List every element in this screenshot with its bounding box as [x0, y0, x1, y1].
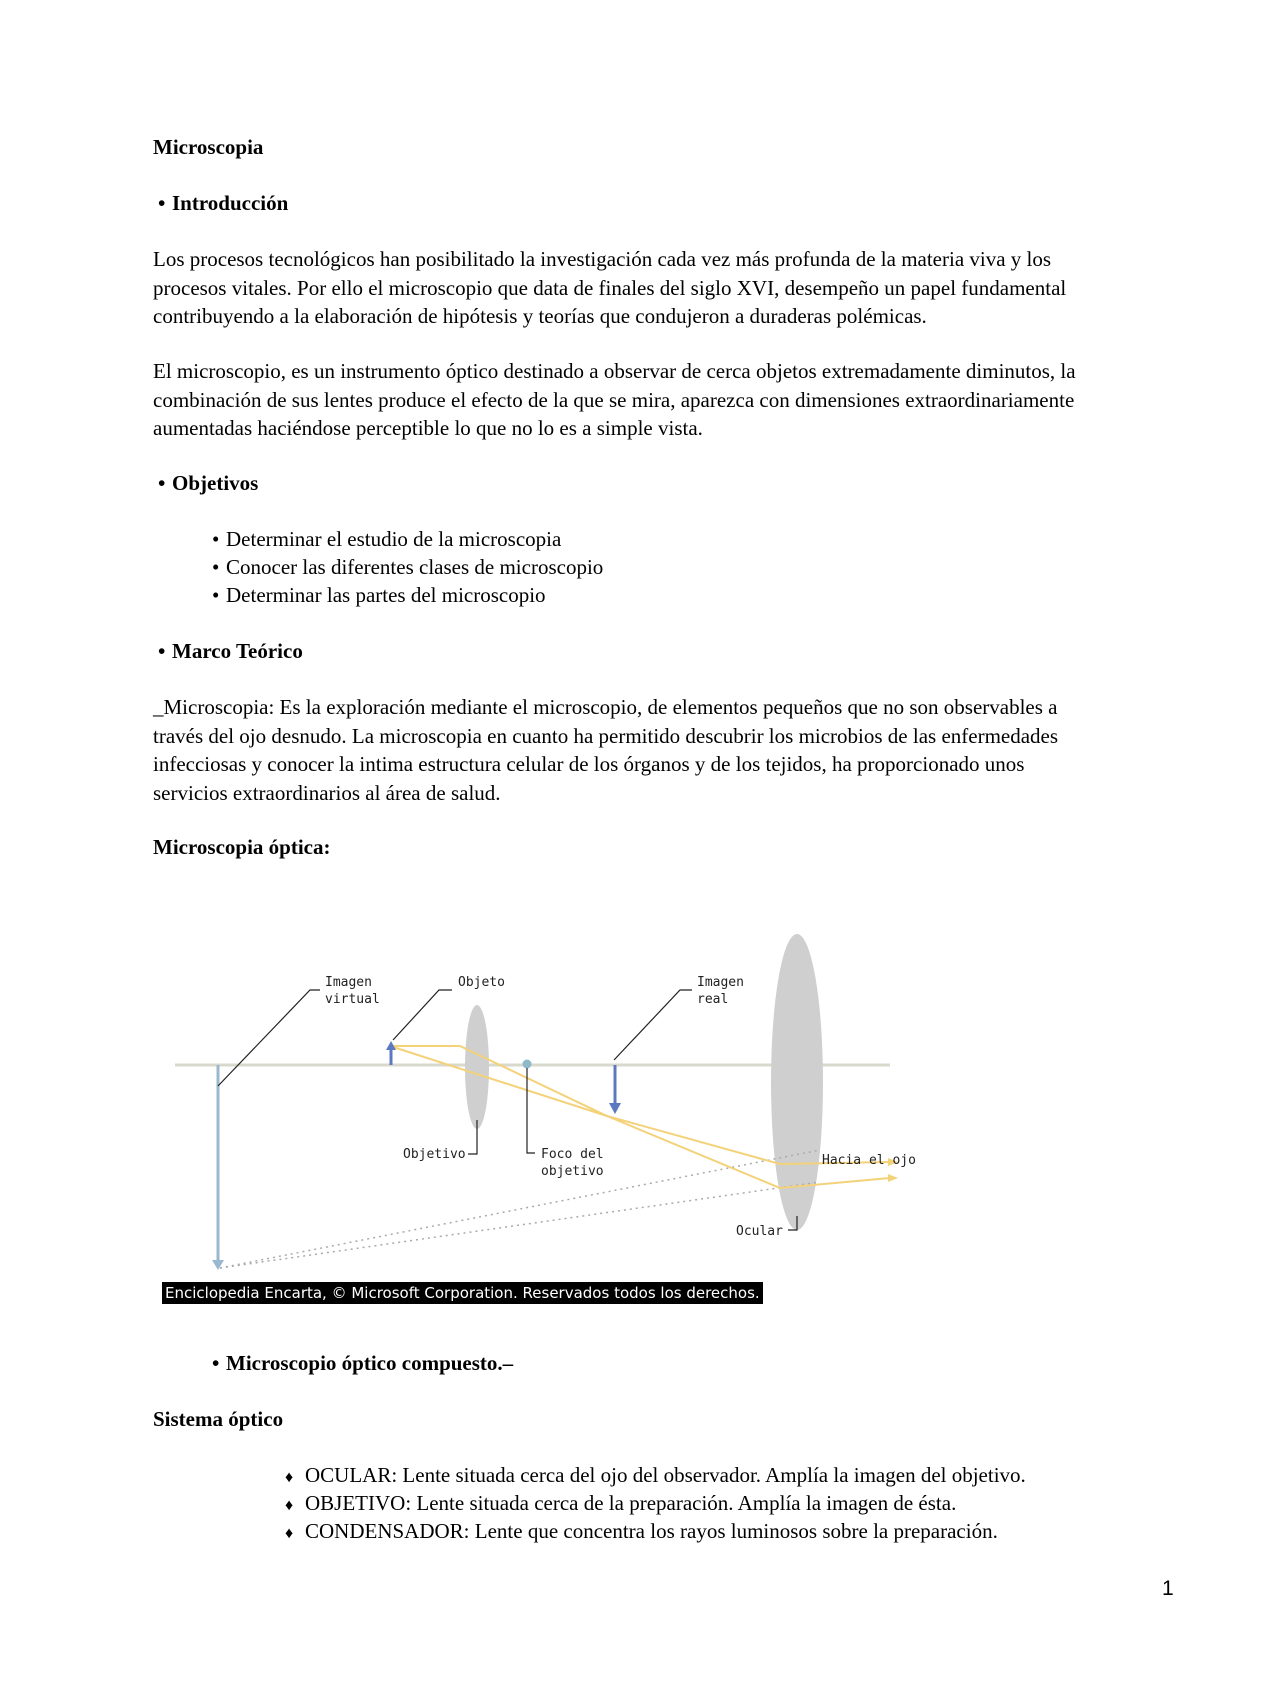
label-imagen-virtual-1: Imagen [325, 975, 372, 990]
leader-objeto [393, 990, 452, 1040]
objective-lens [465, 1005, 489, 1129]
leader-imagen-real [614, 990, 692, 1060]
list-item: • Determinar las partes del microscopio [212, 583, 546, 607]
label-objetivo: Objetivo [403, 1147, 466, 1162]
label-imagen-virtual-2: virtual [325, 992, 380, 1007]
list-item: • Determinar el estudio de la microscopia [212, 527, 562, 551]
label-ocular: Ocular [736, 1224, 783, 1239]
projection-line [220, 1182, 820, 1268]
paragraph-introduccion-1: Los procesos tecnológicos han posibilitado la investigación cada vez más profunda de la materia viva y los procesos vitales. Por ello el microscopio que data de finales del siglo XVI, desempeño un papel fundamental contribuyendo a la elaboración de hipótesis y teorías que condujeron a duraderas polémicas. [153, 247, 1067, 328]
focus-point [523, 1060, 532, 1069]
leader-imagen-virtual [218, 990, 320, 1086]
list-item: ♦ CONDENSADOR: Lente que concentra los rayos luminosos sobre la preparación. [285, 1519, 998, 1543]
label-hacia-el-ojo: Hacia el ojo [822, 1153, 916, 1168]
heading-introduccion: • Introducción [158, 191, 289, 215]
heading-microscopio-compuesto: • Microscopio óptico compuesto.– [212, 1351, 514, 1375]
label-imagen-real-2: real [697, 992, 729, 1007]
optics-diagram [160, 910, 920, 1310]
heading-marco-teorico: • Marco Teórico [158, 639, 303, 663]
label-imagen-real-1: Imagen [697, 975, 744, 990]
heading-objetivos: • Objetivos [158, 471, 259, 495]
paragraph-marco-teorico: _Microscopia: Es la exploración mediante el microscopio, de elementos pequeños que no son observables a través del ojo desnudo. La microscopia en cuanto ha permitido descubrir los microbios de las enfermedades infecciosas y conocer la intima estructura celular de los órganos y de los tejidos, ha proporcionado unos servicios extraordinarios al área de salud. [153, 695, 1059, 805]
list-item: • Conocer las diferentes clases de microscopio [212, 555, 604, 579]
paragraph-introduccion-2: El microscopio, es un instrumento óptico destinado a observar de cerca objetos extremadamente diminutos, la combinación de sus lentes produce el efecto de la que se mira, aparezca con dimensiones extraordinariamente aumentadas haciéndose perceptible lo que no lo es a simple vista. [153, 359, 1076, 440]
ray-arrowhead [888, 1174, 898, 1182]
label-foco-1: Foco del [541, 1147, 604, 1162]
label-foco-2: objetivo [541, 1164, 604, 1179]
figure-credit: Enciclopedia Encarta, © Microsoft Corporation. Reservados todos los derechos. [162, 1282, 763, 1304]
heading-microscopia-optica: Microscopia óptica: [153, 835, 331, 859]
heading-sistema-optico: Sistema óptico [153, 1407, 284, 1431]
document-title: Microscopia [153, 135, 264, 159]
real-image-arrowhead [609, 1103, 621, 1114]
list-item: ♦ OBJETIVO: Lente situada cerca de la preparación. Amplía la imagen de ésta. [285, 1491, 957, 1515]
label-objeto: Objeto [458, 975, 505, 990]
page-number: 1 [1162, 1577, 1174, 1600]
virtual-image-arrowhead [212, 1260, 224, 1270]
list-item: ♦ OCULAR: Lente situada cerca del ojo del observador. Amplía la imagen del objetivo. [285, 1463, 1026, 1487]
